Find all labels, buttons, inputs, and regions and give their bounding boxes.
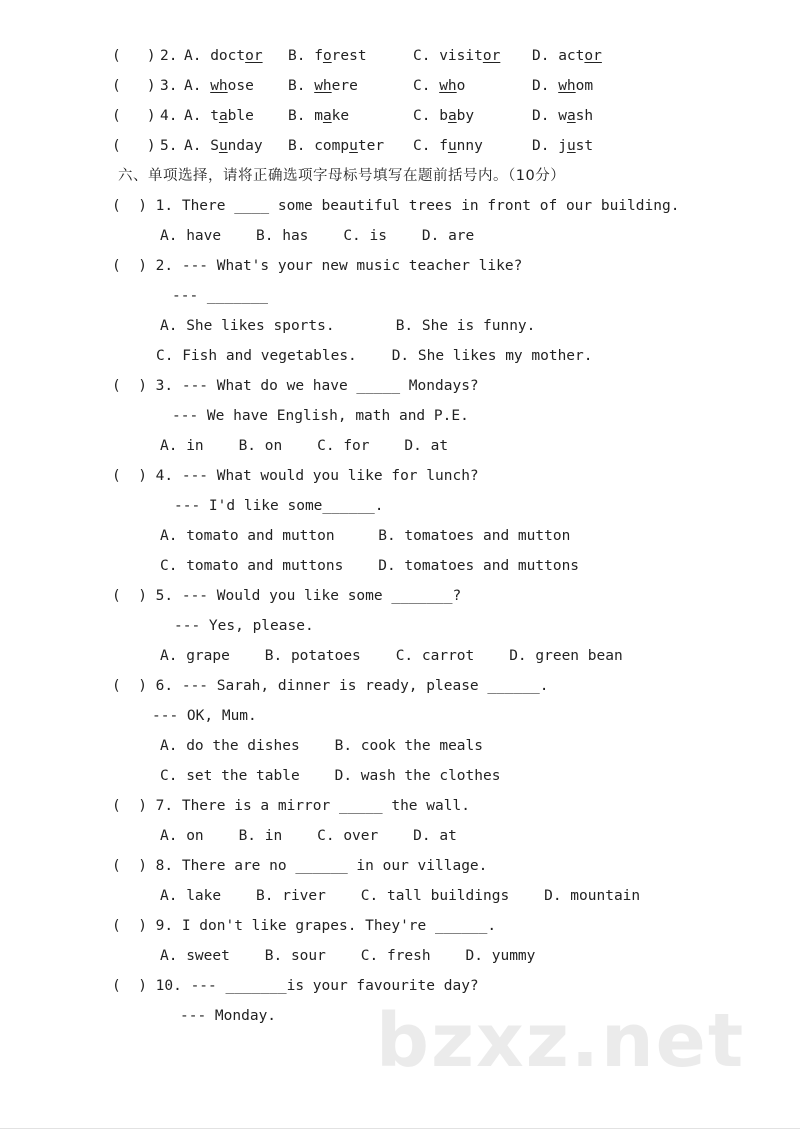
question-1-options: A. have B. has C. is D. are bbox=[160, 228, 475, 244]
word-part: by bbox=[456, 108, 475, 124]
question-2-answer-line: --- _______ bbox=[172, 288, 269, 304]
option-letter: D. bbox=[532, 48, 550, 64]
phonics-option bbox=[288, 46, 367, 66]
phonics-question-5-number: 5. bbox=[160, 138, 178, 154]
phonics-option bbox=[184, 46, 263, 66]
question-2-options-row1: A. She likes sports. B. She is funny. bbox=[160, 318, 536, 334]
question-6-options-row2: C. set the table D. wash the clothes bbox=[160, 768, 501, 784]
question-8: ( ) 8. There are no ______ in our village. bbox=[112, 858, 488, 874]
underlined-letters: wh bbox=[439, 78, 457, 94]
question-10: ( ) 10. --- _______is your favourite day? bbox=[112, 978, 479, 994]
option-letter: A. bbox=[184, 48, 202, 64]
question-2: ( ) 2. --- What's your new music teacher like? bbox=[112, 258, 523, 274]
underlined-letters: u bbox=[349, 138, 358, 154]
question-5-answer-line: --- Yes, please. bbox=[174, 618, 314, 634]
option-letter: A. bbox=[184, 108, 202, 124]
word-part: b bbox=[439, 108, 448, 124]
question-10-answer-line: --- Monday. bbox=[180, 1008, 277, 1024]
question-4-options-row1: A. tomato and mutton B. tomatoes and mutton bbox=[160, 528, 571, 544]
phonics-question-3-number: 3. bbox=[160, 78, 178, 94]
phonics-option bbox=[413, 76, 465, 96]
option-letter: B. bbox=[288, 138, 306, 154]
question-4: ( ) 4. --- What would you like for lunch? bbox=[112, 468, 479, 484]
phonics-option bbox=[413, 136, 483, 156]
option-letter: D. bbox=[532, 78, 550, 94]
phonics-option bbox=[184, 106, 254, 126]
phonics-option bbox=[532, 136, 593, 156]
phonics-option bbox=[288, 136, 384, 156]
phonics-option bbox=[532, 46, 602, 66]
word-part: ble bbox=[227, 108, 254, 124]
question-2-options-row2: C. Fish and vegetables. D. She likes my mother. bbox=[156, 348, 593, 364]
phonics-option bbox=[413, 46, 500, 66]
underlined-letters: wh bbox=[210, 78, 228, 94]
word-part: visit bbox=[439, 48, 483, 64]
option-letter: D. bbox=[532, 108, 550, 124]
question-5: ( ) 5. --- Would you like some _______? bbox=[112, 588, 462, 604]
underlined-letters: wh bbox=[558, 78, 576, 94]
underlined-letters: u bbox=[218, 138, 228, 154]
question-1: ( ) 1. There ____ some beautiful trees in front of our building. bbox=[112, 198, 680, 214]
option-letter: C. bbox=[413, 108, 431, 124]
question-3-answer-line: --- We have English, math and P.E. bbox=[172, 408, 469, 424]
option-letter: B. bbox=[288, 108, 306, 124]
question-6-answer-line: --- OK, Mum. bbox=[152, 708, 257, 724]
question-9: ( ) 9. I don't like grapes. They're ______. bbox=[112, 918, 497, 934]
underlined-letters: a bbox=[322, 108, 332, 124]
word-part: o bbox=[456, 78, 466, 94]
word-part: comp bbox=[314, 138, 350, 154]
underlined-letters: a bbox=[566, 108, 576, 124]
word-part: ke bbox=[331, 108, 350, 124]
option-letter: C. bbox=[413, 78, 431, 94]
underlined-letters: u bbox=[566, 138, 576, 154]
word-part: t bbox=[210, 108, 219, 124]
word-part: ere bbox=[331, 78, 358, 94]
underlined-letters: wh bbox=[314, 78, 332, 94]
word-part: om bbox=[575, 78, 594, 94]
phonics-option bbox=[184, 136, 263, 156]
word-part: S bbox=[210, 138, 219, 154]
question-5-options: A. grape B. potatoes C. carrot D. green bean bbox=[160, 648, 623, 664]
word-part: sh bbox=[575, 108, 594, 124]
question-6-options-row1: A. do the dishes B. cook the meals bbox=[160, 738, 484, 754]
underlined-letters: or bbox=[245, 48, 263, 64]
underlined-letters: a bbox=[218, 108, 228, 124]
phonics-option bbox=[288, 106, 349, 126]
option-letter: B. bbox=[288, 48, 306, 64]
question-4-answer-line: --- I'd like some______. bbox=[174, 498, 384, 514]
phonics-option bbox=[532, 106, 593, 126]
underlined-letters: u bbox=[447, 138, 457, 154]
question-8-options: A. lake B. river C. tall buildings D. mountain bbox=[160, 888, 641, 904]
question-9-options: A. sweet B. sour C. fresh D. yummy bbox=[160, 948, 536, 964]
word-part: doct bbox=[210, 48, 246, 64]
word-part: f bbox=[314, 48, 323, 64]
question-4-options-row2: C. tomato and muttons D. tomatoes and muttons bbox=[160, 558, 580, 574]
phonics-option bbox=[532, 76, 593, 96]
word-part: nday bbox=[227, 138, 263, 154]
answer-bracket: ( ) bbox=[112, 138, 156, 154]
word-part: st bbox=[575, 138, 594, 154]
word-part: ose bbox=[227, 78, 254, 94]
option-letter: B. bbox=[288, 78, 306, 94]
option-letter: D. bbox=[532, 138, 550, 154]
answer-bracket: ( ) bbox=[112, 48, 156, 64]
word-part: nny bbox=[456, 138, 483, 154]
question-7-options: A. on B. in C. over D. at bbox=[160, 828, 457, 844]
answer-bracket: ( ) bbox=[112, 78, 156, 94]
question-6: ( ) 6. --- Sarah, dinner is ready, please ______. bbox=[112, 678, 549, 694]
option-letter: A. bbox=[184, 138, 202, 154]
underlined-letters: or bbox=[482, 48, 501, 64]
phonics-option bbox=[288, 76, 358, 96]
word-part: f bbox=[439, 138, 448, 154]
option-letter: C. bbox=[413, 138, 431, 154]
underlined-letters: o bbox=[322, 48, 332, 64]
question-3: ( ) 3. --- What do we have _____ Mondays? bbox=[112, 378, 479, 394]
phonics-question-4-number: 4. bbox=[160, 108, 178, 124]
answer-bracket: ( ) bbox=[112, 108, 156, 124]
phonics-question-2-number: 2. bbox=[160, 48, 178, 64]
word-part: rest bbox=[331, 48, 367, 64]
section-six-heading: 六、单项选择，请将正确选项字母标号填写在题前括号内。（10分） bbox=[118, 168, 566, 184]
option-letter: C. bbox=[413, 48, 431, 64]
word-part: ter bbox=[357, 138, 385, 154]
option-letter: A. bbox=[184, 78, 202, 94]
question-7: ( ) 7. There is a mirror _____ the wall. bbox=[112, 798, 470, 814]
watermark: bzxz.net bbox=[376, 998, 746, 1084]
underlined-letters: a bbox=[447, 108, 457, 124]
phonics-option bbox=[413, 106, 474, 126]
page-bottom-rule bbox=[0, 1128, 800, 1129]
underlined-letters: or bbox=[584, 48, 602, 64]
word-part: m bbox=[314, 108, 323, 124]
word-part: act bbox=[558, 48, 585, 64]
question-3-options: A. in B. on C. for D. at bbox=[160, 438, 449, 454]
word-part: w bbox=[558, 108, 567, 124]
phonics-option bbox=[184, 76, 254, 96]
word-part: j bbox=[558, 138, 567, 154]
